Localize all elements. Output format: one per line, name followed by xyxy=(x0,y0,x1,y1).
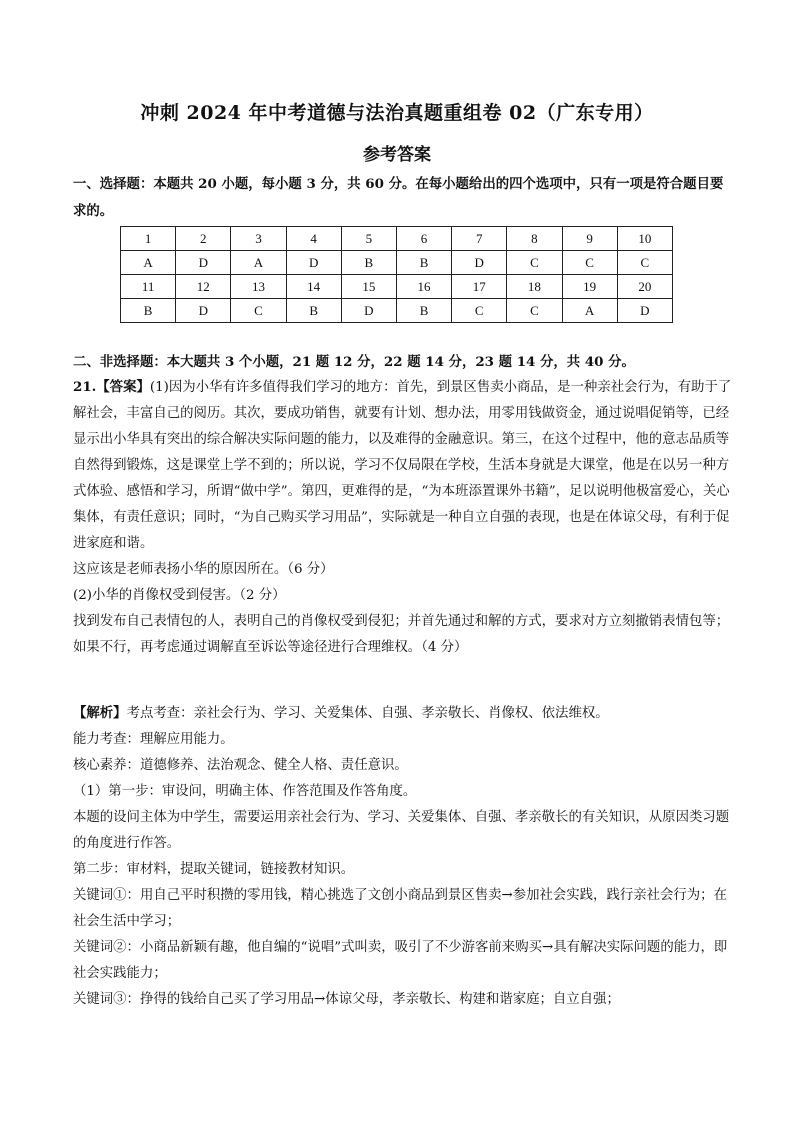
table-cell: 14 xyxy=(286,275,341,299)
table-cell: 17 xyxy=(452,275,507,299)
table-cell: C xyxy=(231,299,286,323)
analysis-line-6: 第二步：审材料，提取关键词，链接教材知识。 xyxy=(73,862,355,877)
table-cell: D xyxy=(176,299,231,323)
table-cell: 19 xyxy=(562,275,617,299)
table-cell: B xyxy=(396,299,451,323)
table-cell: 16 xyxy=(396,275,451,299)
table-row xyxy=(121,251,673,275)
table-cell: A xyxy=(231,251,286,275)
analysis-line-9: 关键词③：挣得的钱给自己买了学习用品→体谅父母，孝亲敬长、构建和谐家庭；自立自强； xyxy=(73,992,620,1007)
analysis-section xyxy=(73,700,735,1013)
q21-paragraph-1 xyxy=(73,374,735,557)
table-cell: 4 xyxy=(286,227,341,251)
table-cell: B xyxy=(341,251,396,275)
table-cell: A xyxy=(121,251,176,275)
analysis-line-2: 能力考查：理解应用能力。 xyxy=(73,732,234,747)
table-cell: C xyxy=(507,299,562,323)
document-title: 冲刺 2024 年中考道德与法治真题重组卷 02（广东专用） xyxy=(140,102,654,124)
table-cell: 9 xyxy=(562,227,617,251)
table-cell: C xyxy=(562,251,617,275)
table-row xyxy=(121,227,673,251)
q21-paragraph-2: 这应该是老师表扬小华的原因所在。（6 分） xyxy=(73,562,334,577)
table-cell: A xyxy=(562,299,617,323)
table-cell: 8 xyxy=(507,227,562,251)
table-cell: 1 xyxy=(121,227,176,251)
table-cell: 12 xyxy=(176,275,231,299)
table-cell: 5 xyxy=(341,227,396,251)
table-cell: D xyxy=(617,299,672,323)
table-cell: C xyxy=(507,251,562,275)
table-cell: 15 xyxy=(341,275,396,299)
table-cell: 20 xyxy=(617,275,672,299)
analysis-line-8: 关键词②：小商品新颖有趣，他自编的“说唱”式叫卖，吸引了不少游客前来购买→具有解决实际问题的能力，即社会实践能力； xyxy=(73,940,728,981)
table-cell: 7 xyxy=(452,227,507,251)
table-cell: 18 xyxy=(507,275,562,299)
table-cell: B xyxy=(121,299,176,323)
table-row xyxy=(121,275,673,299)
analysis-line-4: （1）第一步：审设问，明确主体、作答范围及作答角度。 xyxy=(73,784,417,799)
table-cell: C xyxy=(452,299,507,323)
table-cell: D xyxy=(341,299,396,323)
q21-label: 21.【答案】 xyxy=(73,379,150,395)
q21-paragraph-4: 找到发布自己表情包的人，表明自己的肖像权受到侵犯；并首先通过和解的方式，要求对方立刻撤销表情包等；如果不行，再考虑通过调解直至诉讼等途径进行合理维权。（4 分） xyxy=(73,614,730,655)
section2-instructions xyxy=(73,349,735,376)
section1-text: 一、选择题：本题共 20 小题，每小题 3 分，共 60 分。在每小题给出的四个选项中，只有一项是符合题目要求的。 xyxy=(73,176,724,219)
q21-answer xyxy=(73,374,735,661)
q21-paragraph-3: (2)小华的肖像权受到侵害。（2 分） xyxy=(73,588,286,603)
analysis-line-7: 关键词①：用自己平时积攒的零用钱，精心挑选了文创小商品到景区售卖→参加社会实践，践行亲社会行为；在社会生活中学习； xyxy=(73,888,727,929)
analysis-label: 【解析】 xyxy=(73,705,127,721)
table-cell: C xyxy=(617,251,672,275)
section1-instructions xyxy=(73,171,735,225)
analysis-l1: 考点考查：亲社会行为、学习、关爱集体、自强、孝亲敬长、肖像权、依法维权。 xyxy=(126,706,609,721)
analysis-line-5: 本题的设问主体为中学生，需要运用亲社会行为、学习、关爱集体、自强、孝亲敬长的有关知识，从原因类习题的角度进行作答。 xyxy=(73,810,730,851)
q21-p1: (1)因为小华有许多值得我们学习的地方：首先，到景区售卖小商品，是一种亲社会行为，有助于了解社会，丰富自己的阅历。其次，要成功销售，就要有计划、想办法，用零用钱做资金，通过说唱促销等，已经显示出小华具有突出的综合解决实际问题的能力，以及难得的金融意识。第三，在这个过程中，他的意志品质等自然得到锻炼，这是课堂上学不到的；所以说，学习不仅局限在学校，生活本身就是大课堂，他是在以另一种方式体验、感悟和学习，所谓“做中学”。第四，更难得的是，“为本班添置课外书籍”，足以说明他极富爱心，关心集体，有责任意识；同时，“为自己购买学习用品”，实际就是一种自立自强的表现，也是在体谅父母，有利于促进家庭和谐。 xyxy=(73,380,732,551)
analysis-line-3: 核心素养：道德修养、法治观念、健全人格、责任意识。 xyxy=(73,758,408,773)
table-cell: B xyxy=(286,299,341,323)
analysis-line-1 xyxy=(73,700,735,727)
table-cell: D xyxy=(452,251,507,275)
table-cell: 10 xyxy=(617,227,672,251)
answer-table xyxy=(120,226,673,323)
table-cell: 13 xyxy=(231,275,286,299)
section2-text: 二、非选择题：本大题共 3 个小题，21 题 12 分，22 题 14 分，23 题 14 分，共 40 分。 xyxy=(73,354,635,370)
table-cell: 11 xyxy=(121,275,176,299)
table-row xyxy=(121,299,673,323)
table-cell: 6 xyxy=(396,227,451,251)
document-subtitle: 参考答案 xyxy=(363,145,431,165)
table-cell: D xyxy=(176,251,231,275)
table-cell: B xyxy=(396,251,451,275)
table-cell: 2 xyxy=(176,227,231,251)
table-cell: D xyxy=(286,251,341,275)
table-cell: 3 xyxy=(231,227,286,251)
